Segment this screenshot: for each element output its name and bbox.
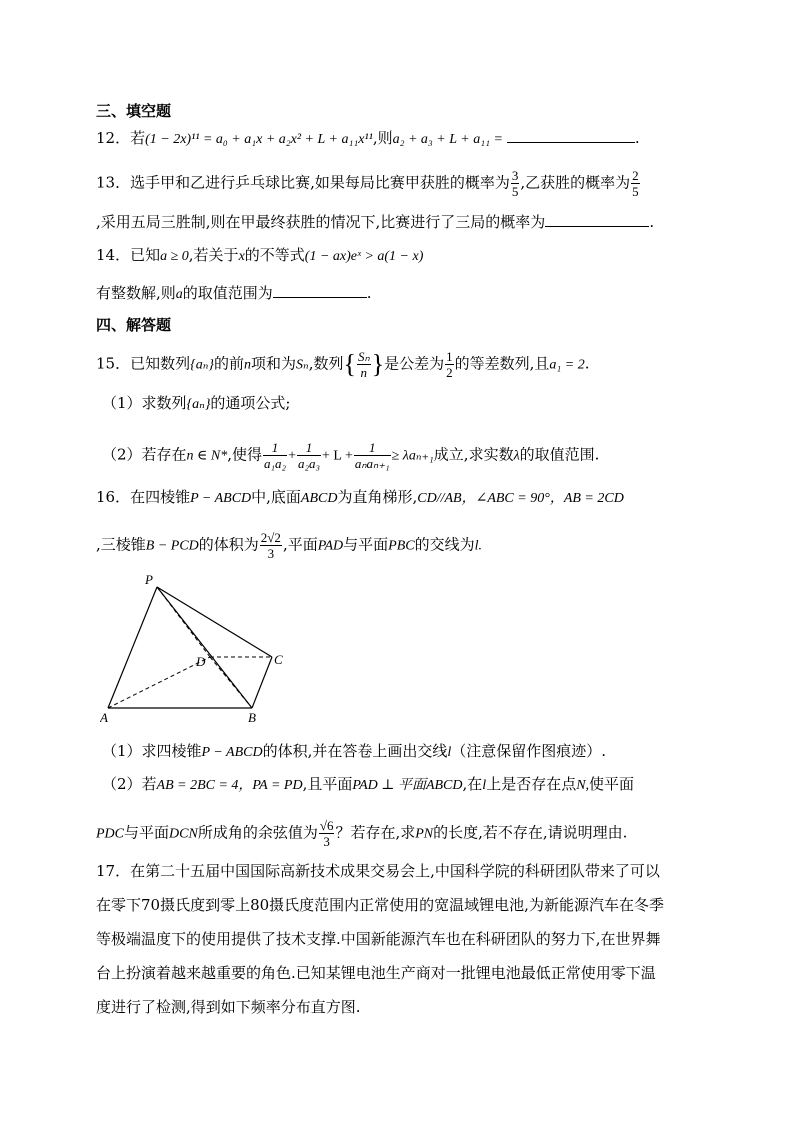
q13-prob-b-num: 2 — [632, 168, 639, 183]
q16-p3-text-a: 与平面 — [124, 823, 170, 842]
q16-line-l: l. — [474, 538, 483, 554]
q16-cosine — [319, 818, 335, 849]
q15-p1-text-a: （1）求数列 — [102, 394, 187, 412]
q16-text-f: ,平面 — [282, 535, 318, 554]
edge-db-hidden — [210, 657, 252, 708]
question-16-line2 — [96, 530, 482, 561]
edge-pa — [108, 587, 157, 708]
q15-p1-seq: {aₙ} — [186, 397, 211, 412]
label-c: C — [274, 652, 283, 667]
q15-term1-den: a₁a₂ — [264, 456, 287, 471]
q16-pabcd: P − ABCD — [190, 491, 252, 506]
section-title-solutions: 四、解答题 — [96, 316, 172, 334]
q16-p2-text-b: ,且平面 — [302, 775, 353, 793]
q16-condition: CD//AB，∠ABC = 90°，AB = 2CD — [417, 491, 624, 506]
label-a: A — [100, 710, 108, 725]
q16-volume-num: 2√2 — [260, 530, 281, 545]
pyramid-figure — [100, 570, 300, 730]
q16-volume — [260, 530, 282, 561]
q16-p3-text-d: 的长度,若不存在,请说明理由. — [433, 823, 628, 842]
section-title-fill-blank: 三、填空题 — [96, 102, 172, 120]
q16-p2-text-e: 使平面 — [589, 775, 635, 793]
q15-term1-num: 1 — [263, 440, 287, 456]
q16-p3-text-b: 所成角的余弦值为 — [197, 823, 318, 842]
q15-p2-text-d: 的取值范围. — [519, 445, 600, 464]
q16-pad: PAD — [317, 538, 344, 554]
q15-term1 — [263, 440, 287, 471]
q16-p2-abcd: ABCD — [425, 778, 463, 793]
q16-dcn: DCN — [169, 826, 198, 842]
q15-text-a: 15．已知数列 — [96, 354, 191, 373]
q16-text-d: ,三棱锥 — [96, 535, 146, 554]
q16-p2-l: l — [482, 778, 487, 793]
q15-lambda: λ — [513, 448, 520, 464]
q15-p2-text-a: （2）若存在 — [102, 445, 187, 464]
q15-p2-text-b: ,使得 — [227, 445, 263, 464]
q15-sn-over-n — [357, 349, 371, 380]
label-d: D — [196, 654, 206, 669]
q15-text-d: ,数列 — [308, 354, 344, 373]
q13-text-b: ,乙获胜的概率为 — [520, 173, 631, 192]
q15-brace-left: { — [343, 349, 356, 379]
q14-text-b: ,若关于 — [188, 246, 239, 264]
q16-text-a: 16．在四棱锥 — [96, 488, 191, 506]
q16-text-c: 为直角梯形, — [337, 488, 418, 506]
q15-term2-num: 1 — [297, 440, 321, 456]
q15-ge: ≥ λaₙ₊₁ — [391, 448, 434, 464]
question-15-part1 — [102, 394, 290, 414]
q16-p2-condition: AB = 2BC = 4，PA = PD — [156, 778, 303, 793]
q15-term3 — [354, 440, 391, 471]
q16-pdc: PDC — [96, 826, 124, 842]
q15-p2-text-c: 成立,求实数 — [433, 445, 514, 464]
question-12: 12．若(1 − 2x)¹¹ = a₀ + a₁x + a₂x² + L + a₁₁x¹¹,则a₂ + a₃ + L + a₁₁ = . — [96, 129, 640, 147]
q15-text-f: 的等差数列,且 — [454, 354, 550, 373]
q15-term3-num: 1 — [354, 440, 391, 456]
q12-ask: a₂ + a₃ + L + a₁₁ = — [392, 132, 503, 147]
q16-p2-n: N, — [576, 778, 590, 793]
q15-text-c: 项和为 — [250, 354, 296, 373]
question-13-line2: ,采用五局三胜制,则在甲最终获胜的情况下,比赛进行了三局的概率为 . — [96, 213, 655, 231]
q16-text-e: 的体积为 — [198, 535, 259, 554]
q16-text-g: 与平面 — [343, 535, 389, 554]
question-14-line1 — [96, 246, 423, 266]
q14-text-d: 有整数解,则 — [96, 284, 176, 302]
q15-term2 — [297, 440, 321, 471]
q16-p1-text-b: 的体积,并在答卷上画出交线 — [262, 742, 448, 760]
q15-half — [445, 349, 454, 380]
question-16-part2 — [102, 775, 634, 795]
q16-p2-text-d: 上是否存在点 — [486, 775, 577, 793]
question-17-line5: 度进行了检测,得到如下频率分布直方图. — [96, 998, 361, 1016]
q15-sn: Sₙ — [296, 357, 309, 373]
q15-half-den: 2 — [446, 365, 453, 380]
label-p: P — [145, 572, 153, 587]
q16-text-h: 的交线为 — [414, 535, 475, 554]
q13-prob-a — [511, 168, 520, 199]
q14-var2: a — [175, 287, 183, 302]
q14-text-e: 的取值范围为 — [182, 284, 273, 302]
q15-half-num: 1 — [446, 349, 453, 364]
q13-answer-blank[interactable] — [545, 212, 649, 227]
q13-prob-b-den: 5 — [632, 184, 639, 199]
question-16-part2-cont — [96, 818, 627, 849]
q14-text-a: 14．已知 — [96, 246, 161, 264]
q16-p2-text-a: （2）若 — [102, 775, 157, 793]
q16-abcd: ABCD — [300, 491, 338, 506]
question-15-stem — [96, 349, 590, 380]
q16-pn: PN — [415, 826, 434, 842]
question-17-line4: 台上扮演着越来越重要的角色.已知某锂电池生产商对一批锂电池最低正常使用零下温 — [96, 964, 656, 982]
question-13-line1 — [96, 168, 641, 199]
q16-p1-text-c: （注意保留作图痕迹）. — [451, 742, 607, 760]
edge-bc — [252, 657, 272, 708]
q16-cosine-den: 3 — [323, 834, 330, 849]
q14-inequality: (1 − ax)eˣ > a(1 − x) — [304, 249, 424, 264]
question-17-line2: 在零下70摄氏度到零上80摄氏度范围内正常使用的宽温域锂电池,为新能源汽车在冬季 — [96, 896, 664, 914]
q16-p2-perp: PAD ⊥ 平面 — [352, 778, 426, 793]
q15-sn-over-n-num: Sₙ — [357, 349, 370, 364]
q16-p2-text-c: ,在 — [462, 775, 483, 793]
question-17-line1: 17．在第二十五届中国国际高新技术成果交易会上,中国科学院的科研团队带来了可以 — [96, 862, 660, 880]
q14-answer-blank[interactable] — [273, 283, 367, 298]
q15-term3-den: aₙaₙ₊₁ — [354, 456, 390, 471]
q15-brace-right: } — [371, 349, 385, 379]
q13-prob-a-num: 3 — [511, 168, 519, 183]
q12-mid: ,则 — [372, 129, 393, 147]
q15-seq: {aₙ} — [190, 357, 214, 373]
q12-answer-blank[interactable] — [507, 128, 635, 143]
q15-sn-over-n-den: n — [360, 365, 368, 380]
question-15-part2: （2）若存在n ∈ N*,使得 $\frac{1}{\text{a₁a₂}}$ + $\frac{1}{\text{a₂a₃}}$ + L + 1 aₙaₙ₊₁ ≥ λaₙ₊₁成立,求实数λ的取值范围. — [102, 440, 600, 471]
q12-number: 12．若 — [96, 129, 146, 147]
q15-text-e: 是公差为 — [384, 354, 445, 373]
q16-p3-text-c: ？若存在,求 — [335, 823, 416, 842]
q15-n: n — [243, 357, 251, 373]
edge-ad-hidden — [108, 657, 210, 708]
q13-text-line2: ,采用五局三胜制,则在甲最终获胜的情况下,比赛进行了三局的概率为 — [96, 213, 546, 231]
q16-pbc: PBC — [388, 538, 415, 554]
q14-text-c: 的不等式 — [244, 246, 305, 264]
q14-var: x — [238, 249, 245, 264]
q12-formula: (1 − 2x)¹¹ = a₀ + a₁x + a₂x² + L + a₁₁x¹¹ — [145, 132, 373, 147]
question-16-part1 — [102, 742, 606, 762]
q14-condition: a ≥ 0 — [160, 249, 189, 264]
q16-bpcd: B − PCD — [145, 538, 199, 554]
q16-p1-pabcd: P − ABCD — [201, 745, 263, 760]
q15-plus-l: + L + — [322, 448, 353, 464]
q16-volume-den: 3 — [267, 546, 275, 561]
q13-prob-b — [631, 168, 640, 199]
q15-p1-text-b: 的通项公式; — [210, 394, 291, 412]
q15-term2-den: a₂a₃ — [297, 456, 321, 471]
q13-text-a: 13．选手甲和乙进行乒乓球比赛,如果每局比赛甲获胜的概率为 — [96, 173, 510, 192]
q16-p1-text-a: （1）求四棱锥 — [102, 742, 202, 760]
q15-p2-n: n ∈ N* — [186, 448, 228, 464]
edge-pc — [157, 587, 272, 657]
question-14-line2: 有整数解,则a的取值范围为 . — [96, 284, 372, 302]
question-17-line3: 等极端温度下的使用提供了技术支撑.中国新能源汽车也在科研团队的努力下,在世界舞 — [96, 930, 661, 948]
q13-prob-a-den: 5 — [511, 184, 519, 199]
label-b: B — [248, 710, 256, 725]
q16-p1-l: l — [447, 745, 452, 760]
q15-text-g: . — [584, 354, 590, 373]
question-16-line1 — [96, 488, 624, 508]
q15-text-b: 的前 — [213, 354, 244, 373]
q16-cosine-num: √6 — [319, 818, 334, 833]
q15-a1: a₁ = 2 — [549, 357, 585, 373]
q16-text-b: 中,底面 — [251, 488, 301, 506]
